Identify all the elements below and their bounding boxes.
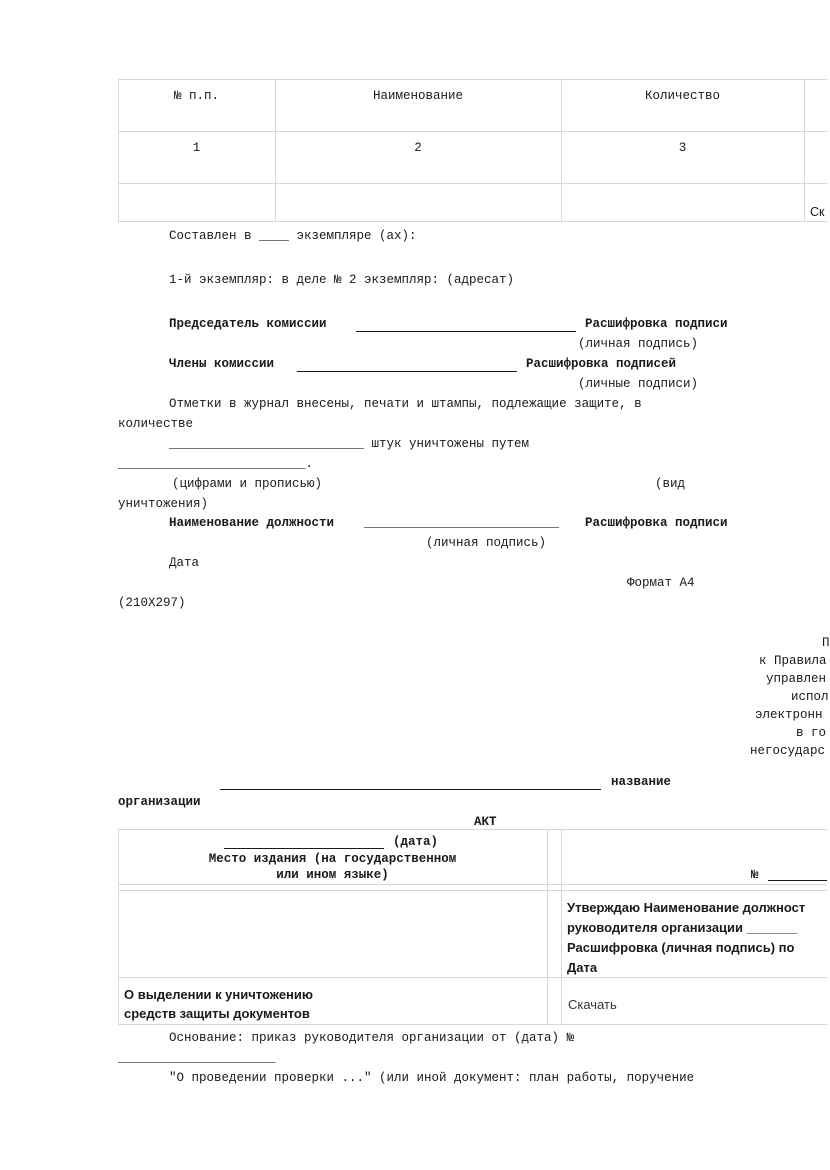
basis-line-2: _____________________ <box>118 1051 276 1065</box>
members-decode-label: Расшифровка подписей <box>526 357 677 371</box>
members-signature-note: (личные подписи) <box>578 377 699 391</box>
act-place-line-1: Место издания (на государственном <box>208 852 457 866</box>
chair-signature-line <box>356 331 576 332</box>
column-header-name: Наименование <box>372 89 463 103</box>
subject-line-1: О выделении к уничтожению <box>124 987 313 1002</box>
approve-line-2: руководителя организации _______ <box>567 920 798 935</box>
position-signature-note: (личная подпись) <box>426 536 547 550</box>
column-number-3: 3 <box>678 141 687 155</box>
date-label: Дата <box>169 556 200 570</box>
act-title: АКТ <box>474 815 497 829</box>
appendix-line-4: испол <box>791 690 829 704</box>
download-link-partial[interactable]: Ск <box>810 205 825 219</box>
format-size: (210Х297) <box>118 596 186 610</box>
position-blank: __________________________ <box>364 516 560 530</box>
marks-line-1: Отметки в журнал внесены, печати и штампы, подлежащие защите, в <box>169 397 642 411</box>
position-label: Наименование должности <box>169 516 335 530</box>
appendix-line-5: электронн <box>755 708 823 722</box>
marks-line-2: количестве <box>118 417 194 431</box>
act-place-line-2: или ином языке) <box>276 868 389 882</box>
download-link[interactable]: Скачать <box>568 997 617 1012</box>
marks-hint-cont: уничтожения) <box>118 497 209 511</box>
copies-line: Составлен в ____ экземпляре (ах): <box>169 229 417 243</box>
position-decode-label: Расшифровка подписи <box>585 516 728 530</box>
approve-line-4: Дата <box>567 960 598 975</box>
marks-hint-right: (вид <box>655 477 686 491</box>
approve-line-1: Утверждаю Наименование должност <box>567 900 806 915</box>
act-number-line <box>768 880 827 881</box>
org-name-line <box>220 789 601 790</box>
chair-label: Председатель комиссии <box>169 317 327 331</box>
act-date-label: (дата) <box>393 835 439 849</box>
column-number-2: 2 <box>414 141 422 155</box>
column-header-number: № п.п. <box>173 89 219 103</box>
org-name-label: название <box>611 775 672 789</box>
members-label: Члены комиссии <box>169 357 275 371</box>
basis-line-1: Основание: приказ руководителя организации от (дата) № <box>169 1031 575 1045</box>
marks-hint-left: (цифрами и прописью) <box>172 477 323 491</box>
subject-line-2: средств защиты документов <box>124 1006 310 1021</box>
appendix-line-7: негосударс <box>750 744 826 758</box>
chair-signature-note: (личная подпись) <box>578 337 699 351</box>
appendix-line-3: управлен <box>766 672 827 686</box>
appendix-line-6: в го <box>796 726 827 740</box>
marks-line-4: _________________________. <box>118 457 314 471</box>
org-name-cont: организации <box>118 795 201 809</box>
act-number-label: № <box>751 868 759 882</box>
marks-line-3: __________________________ штук уничтожены путем <box>169 437 530 451</box>
basis-line-3: "О проведении проверки ..." (или иной документ: план работы, поручение <box>169 1071 695 1085</box>
copies-distribution: 1-й экземпляр: в деле № 2 экземпляр: (адресат) <box>169 273 515 287</box>
appendix-line-2: к Правила <box>759 654 827 668</box>
column-number-1: 1 <box>192 141 201 155</box>
format-label: Формат А4 <box>627 576 695 590</box>
chair-decode-label: Расшифровка подписи <box>585 317 728 331</box>
appendix-line-1: П <box>822 636 830 650</box>
approve-line-3: Расшифровка (личная подпись) по <box>567 940 795 955</box>
column-header-quantity: Количество <box>644 89 720 103</box>
members-signature-line <box>297 371 517 372</box>
